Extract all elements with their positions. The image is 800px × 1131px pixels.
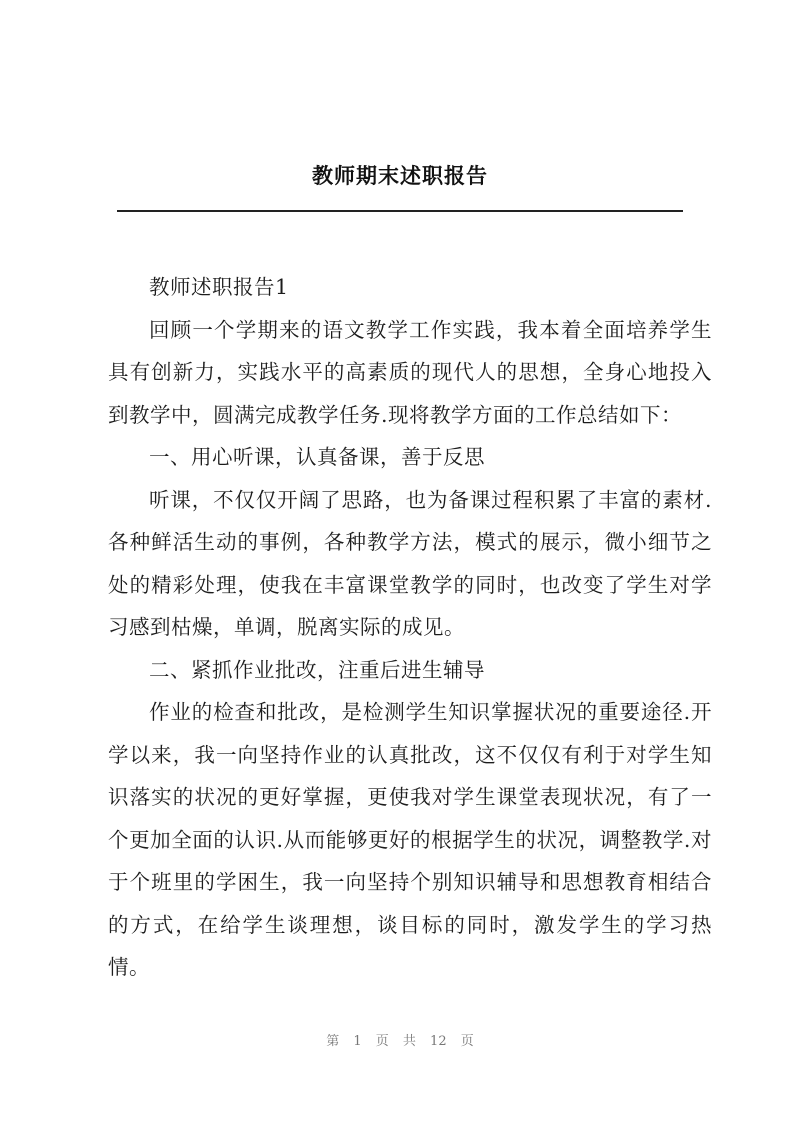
- paragraph: 听课，不仅仅开阔了思路，也为备课过程积累了丰富的素材.各种鲜活生动的事例，各种教学方法，模式的展示，微小细节之处的精彩处理，使我在丰富课堂教学的同时，也改变了学生对学习感到枯燥，单调，脱离实际的成见。: [108, 487, 712, 639]
- section-heading: 教师述职报告1: [149, 275, 289, 299]
- section-heading: 一、用心听课，认真备课，善于反思: [149, 445, 485, 469]
- paragraph: 作业的检查和批改，是检测学生知识掌握状况的重要途径.开学以来，我一向坚持作业的认真批改，这不仅仅有利于对学生知识落实的状况的更好掌握，更使我对学生课堂表现状况，有了一个更加全面的认识.从而能够更好的根据学生的状况，调整教学.对于个班里的学困生，我一向坚持个别知识辅导和思想教育相结合的方式，在给学生谈理想，谈目标的同时，激发学生的学习热情。: [108, 700, 712, 979]
- section-heading: 二、紧抓作业批改，注重后进生辅导: [149, 657, 485, 682]
- document-title: 教师期末述职报告: [312, 164, 488, 188]
- document-body: [108, 266, 712, 989]
- page-number-footer: 第 1 页 共 12 页: [326, 1034, 474, 1049]
- paragraph: 回顾一个学期来的语文教学工作实践，我本着全面培养学生具有创新力，实践水平的高素质的现代人的思想，全身心地投入到教学中，圆满完成教学任务.现将教学方面的工作总结如下：: [108, 317, 712, 427]
- title-divider: [117, 210, 683, 212]
